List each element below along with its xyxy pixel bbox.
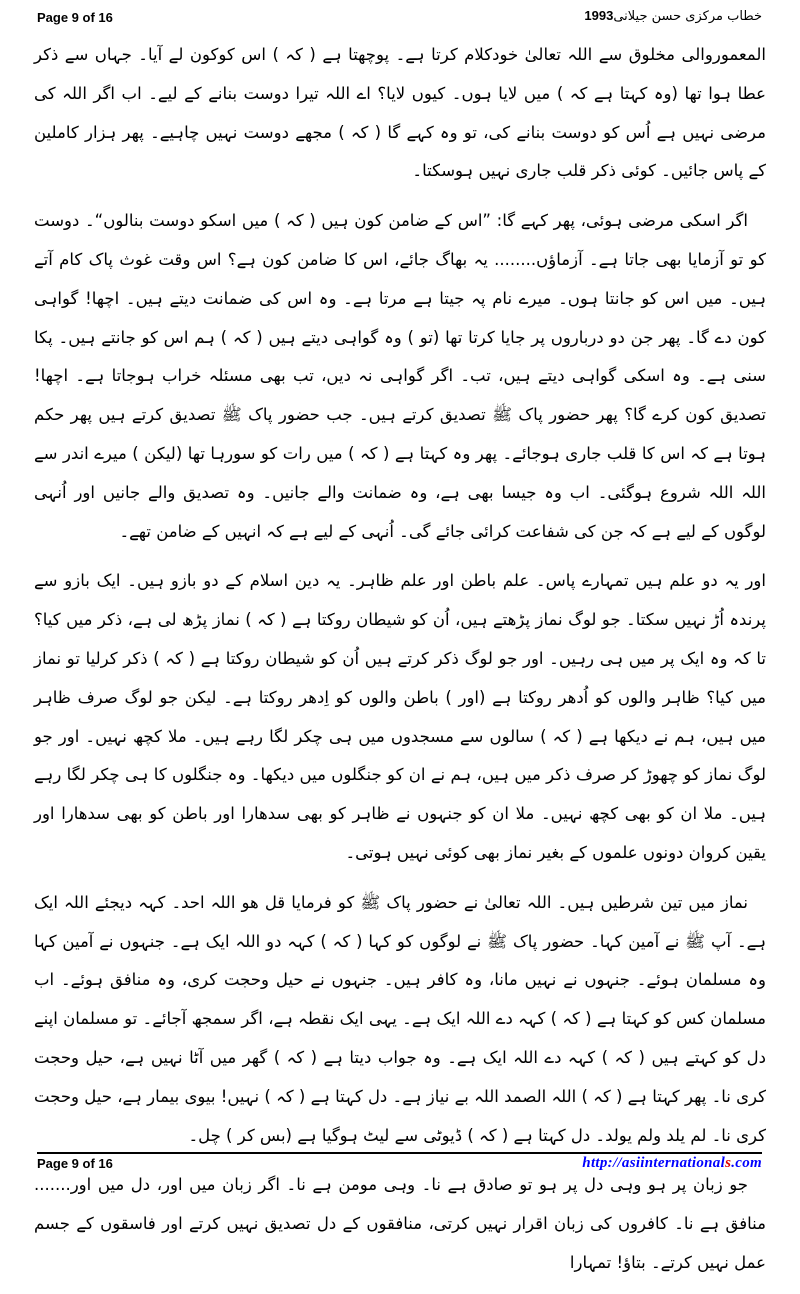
paragraph: اگر اسکی مرضی ہوئی، پھر کہے گا: ”اس کے ضامن کون ہیں ( کہ ) میں اسکو دوست بنالوں“۔ دوست کو تو آزمایا بھی جاتا ہے۔ آزماؤں........ یہ بھاگ جائے، اس کا ضامن کون ہے؟ اس وقت غوث پاک کام آتے ہیں۔ میں اس کو جانتا ہوں۔ میرے نام پہ جیتا ہے مرتا ہے۔ وہ اس کی ضمانت دیتے ہیں۔ اچھا! گواہی کون دے گا۔ پھر جن دو درباروں پر جایا کرتا تھا (تو ) وہ گواہی دیتے ہیں ( کہ ) ہم اس کو جانتے ہیں۔ پکا سنی ہے۔ وہ اسکی گواہی دیتے ہیں، تب۔ اگر گواہی نہ دیں، تب بھی مسئلہ خراب ہوجاتا ہے۔ اچھا! تصدیق کون کرے گا؟ پھر حضور پاک ﷺ تصدیق کرتے ہیں۔ جب حضور پاک ﷺ تصدیق کرتے ہیں پھر حکم ہوتا ہے کہ اس کا قلب جاری ہوجائے۔ پھر وہ کہتا ہے ( کہ ) میں رات کو سورہا تھا (لیکن ) میرے اندر سے اللہ اللہ شروع ہوگئی۔ اب وہ جیسا بھی ہے، وہ ضمانت والے جانیں۔ وہ تصدیق والے جانیں اور اُنہی لوگوں کے لیے ہے کہ جن کی شفاعت کرائی جائے گی۔ اُنہی کے لیے ہے کہ انہیں کے ضامن تھے۔ bbox=[34, 211, 766, 541]
header-page-number: Page 9 of 16 bbox=[37, 10, 113, 25]
page-header bbox=[37, 8, 762, 30]
document-title bbox=[584, 8, 762, 24]
paragraph: جو زبان پر ہو وہی دل پر ہو تو صادق ہے نا۔ وہی مومن ہے نا۔ اگر زبان میں اور، دل میں اور....... منافق ہے نا۔ کافروں کی زبان اقرار نہیں کرتی، منافقوں کے دل تصدیق نہیں کرتے اور فاسقوں کے جسم عمل نہیں کرتے۔ بتاؤ! تمہارا bbox=[34, 1175, 766, 1272]
paragraph: نماز میں تین شرطیں ہیں۔ اللہ تعالیٰ نے حضور پاک ﷺ کو فرمایا قل ھو اللہ احد۔ کہہ دیجئے اللہ ایک ہے۔ آپ ﷺ نے آمین کہا۔ حضور پاک ﷺ نے لوگوں کو کہا ( کہ ) کہہ دو اللہ ایک ہے۔ جنہوں نے آمین کہا وہ مسلمان ہوئے۔ جنہوں نے نہیں مانا، وہ کافر ہیں۔ جنہوں نے حیل وحجت کری، وہ منافق ہوئے۔ اب مسلمان کس کو کہتا ہے ( کہ ) کہہ دے اللہ ایک ہے۔ یہی ایک نقطہ ہے، اگر سمجھ آجائے۔ تو مسلمان اپنے دل کو کہتے ہیں ( کہ ) کہہ دے اللہ ایک ہے۔ وہ جواب دیتا ہے ( کہ ) گھر میں آٹا نہیں ہے، حیل وحجت کری نا۔ پھر کہتا ہے ( کہ ) اللہ الصمد اللہ بے نیاز ہے۔ دل کہتا ہے ( کہ ) نہیں! بیوی بیمار ہے، حیل وحجت کری نا۔ لم یلد ولم یولد۔ دل کہتا ہے ( کہ ) ڈیوٹی سے لیٹ ہوگیا ہے (بس کر ) چل۔ bbox=[34, 892, 766, 1145]
paragraph: المعموروالی مخلوق سے اللہ تعالیٰ خودکلام کرتا ہے۔ پوچھتا ہے ( کہ ) اس کوکون لے آیا۔ جہاں سے ذکر عطا ہوا تھا (وہ کہتا ہے کہ ) میں لایا ہوں۔ کیوں لایا؟ اے اللہ تیرا دوست بنانے کے لیے۔ اب اگر اللہ کی مرضی نہیں ہے اُس کو دوست بنانے کی، تو وہ کہے گا ( کہ ) مجھے دوست نہیں چاہیے۔ پھر ہزار کاملین کے پاس جائیں۔ کوئی ذکر قلب جاری نہیں ہوسکتا۔ bbox=[34, 45, 766, 181]
document-body bbox=[34, 36, 766, 1294]
footer-page-number: Page 9 of 16 bbox=[37, 1156, 113, 1171]
document-title-year: 1993 bbox=[584, 8, 614, 23]
website-link-suffix: .com bbox=[731, 1155, 762, 1171]
website-link-prefix: http://asiinternational bbox=[582, 1155, 726, 1171]
website-link[interactable] bbox=[582, 1155, 762, 1172]
website-link-accent: s bbox=[725, 1155, 732, 1171]
document-title-urdu: خطاب مرکزی حسن جیلانی bbox=[613, 9, 762, 24]
footer-divider bbox=[37, 1152, 762, 1154]
paragraph: اور یہ دو علم ہیں تمہارے پاس۔ علم باطن اور علم ظاہر۔ یہ دین اسلام کے دو بازو ہیں۔ ایک بازو سے پرندہ اُڑ نہیں سکتا۔ جو لوگ نماز پڑھتے ہیں، اُن کو شیطان روکتا ہے ( کہ ) نماز پڑھ لی ہے، ذکر میں کیا؟ تا کہ وہ ایک پر میں ہی رہیں۔ اور جو لوگ ذکر کرتے ہیں اُن کو شیطان روکتا ہے ( کہ ) ذکر کرلیا تو نماز میں کیا؟ ظاہر والوں کو اُدھر روکتا ہے (اور ) باطن والوں کو اِدھر روکتا ہے۔ لیکن جو لوگ صرف ظاہر میں ہیں، ہم نے دیکھا ہے ( کہ ) سالوں سے مسجدوں میں ہی چکر لگا رہے ہیں۔ ملا کچھ نہیں۔ اور جو لوگ نماز کو چھوڑ کر صرف ذکر میں ہیں، ہم نے ان کو جنگلوں میں دیکھا۔ وہ جنگلوں کا ہی چکر لگا رہے ہیں۔ ملا ان کو بھی کچھ نہیں۔ ملا ان کو جنہوں نے ظاہر کو بھی سدھارا اور باطن کو بھی سدھارا اور یقین کروان دونوں علموں کے بغیر نماز بھی کوئی نہیں ہوتی۔ bbox=[34, 571, 766, 862]
